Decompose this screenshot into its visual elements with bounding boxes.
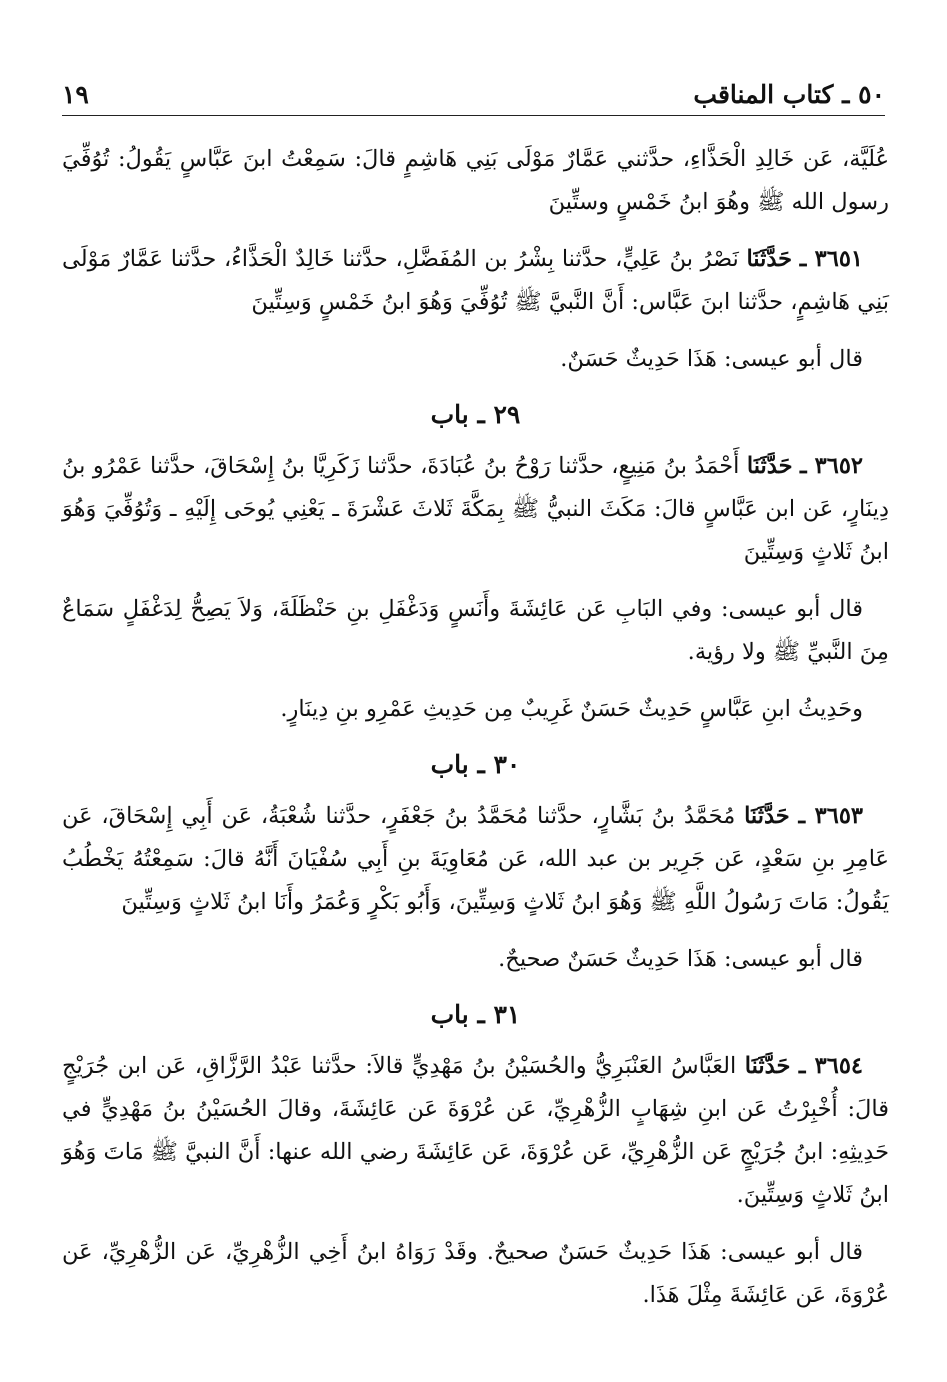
hadith-number: ٣٦٥٢ ـ bbox=[799, 453, 864, 479]
page-number: ١٩ bbox=[62, 80, 89, 109]
chapter-heading: ٣٠ ـ باب bbox=[430, 750, 521, 779]
hadith-paragraph bbox=[62, 795, 889, 924]
commentary-paragraph: وحَدِيثُ ابنِ عَبَّاسٍ حَدِيثٌ حَسَنٌ غَرِيبٌ مِن حَدِيثِ عَمْرِو بنِ دِينَارٍ. bbox=[280, 696, 863, 722]
commentary-paragraph: قال أبو عيسى: هَذَا حَدِيثٌ حَسَنٌ صحيحٌ. وقَدْ رَوَاهُ ابنُ أَخِي الزُّهْرِيِّ، عَن الزُّهْرِيِّ، عَن عُرْوَةَ، عَن عَائِشَةَ مِثْلَ هَذَا. bbox=[62, 1239, 889, 1308]
commentary-paragraph: قال أبو عيسى: هَذَا حَدِيثٌ حَسَنٌ صحيحٌ. bbox=[498, 946, 863, 972]
hadith-text: مُحَمَّدُ بنُ بَشَّارٍ، حدَّثنا مُحَمَّدُ بنُ جَعْفَرٍ، حدَّثنا شُعْبَةُ، عَن أَبِي إِسْحَاقَ، عَن عَامِرِ بنِ سَعْدٍ، عَن جَرِير بن عبد الله، عَن مُعَاوِيَةَ بنِ أَبِي سُفْيَانَ أَنَّهُ قالَ: سَمِعْتُهُ يَخْطُبُ يَقُولُ: مَاتَ رَسُولُ اللَّهِ ﷺ وَهُوَ ابنُ ثَلاثٍ وَسِتِّينَ، وَأَبُو بَكْرٍ وَعُمَرُ وأَنَا ابنُ ثَلاثٍ وَسِتِّينَ bbox=[62, 803, 889, 915]
hadith-opening-word: حَدَّثَنَا bbox=[744, 1053, 791, 1079]
hadith-number: ٣٦٥٤ ـ bbox=[798, 1053, 864, 1079]
hadith-paragraph bbox=[62, 1045, 889, 1217]
page-body bbox=[62, 138, 889, 1331]
commentary-paragraph: قال أبو عيسى: هَذَا حَدِيثٌ حَسَنٌ. bbox=[560, 346, 863, 372]
hadith-text: العَبَّاسُ العَنْبَرِيُّ والحُسَيْنُ بنُ مَهْدِيٍّ قالاَ: حدَّثنا عَبْدُ الرَّزَّاقِ، عَن ابن جُرَيْجٍ قالَ: أُخْبِرْتُ عَن ابنِ شِهَابٍ الزُّهْرِيِّ، عَن عُرْوَةَ عَن عَائِشَةَ، وقالَ الحُسَيْنُ بنُ مَهْدِيٍّ في حَدِيثِهِ: ابنُ جُرَيْجٍ عَن الزُّهْرِيِّ، عَن عُرْوَةَ، عَن عَائِشَةَ رضي الله عنها: أَنَّ النبيَّ ﷺ مَاتَ وَهُوَ ابنُ ثَلاثٍ وَسِتِّينَ. bbox=[62, 1053, 889, 1208]
running-title: ٥٠ ـ كتاب المناقب bbox=[693, 80, 885, 109]
hadith-opening-word: حَدَّثَنَا bbox=[746, 453, 793, 479]
commentary-paragraph: عُلَيَّة، عَن خَالِدِ الْحَذَّاءِ، حدَّثني عَمَّارٌ مَوْلَى بَنِي هَاشِمٍ قالَ: سَمِعْتُ ابنَ عَبَّاسٍ يَقُولُ: تُوُفِّيَ رسول الله ﷺ وهُوَ ابنُ خَمْسٍ وستِّينَ bbox=[62, 146, 889, 215]
commentary-paragraph: قال أبو عيسى: وفي البَابِ عَن عَائِشَةَ وأَنَسٍ وَدَغْفَلِ بنِ حَنْظَلَةَ، وَلاَ يَصِحُّ لِدَغْفَلٍ سَمَاعٌ مِنَ النَّبيِّ ﷺ ولا رؤية. bbox=[62, 596, 889, 665]
hadith-paragraph bbox=[62, 238, 889, 324]
chapter-heading: ٣١ ـ باب bbox=[430, 1000, 521, 1029]
hadith-opening-word: حَدَّثَنَا bbox=[744, 803, 790, 829]
page-header bbox=[62, 70, 885, 116]
hadith-opening-word: حَدَّثَنَا bbox=[746, 246, 793, 272]
chapter-heading: ٢٩ ـ باب bbox=[430, 400, 521, 429]
hadith-number: ٣٦٥٣ ـ bbox=[798, 803, 863, 829]
hadith-number: ٣٦٥١ ـ bbox=[799, 246, 863, 272]
hadith-text: نَصْرُ بنُ عَلِيٍّ، حدَّثنا بِشْرُ بن المُفَضَّلِ، حدَّثنا خَالِدٌ الْحَذَّاءُ، حدَّثنا عَمَّارٌ مَوْلَى بَنِي هَاشِمٍ، حدَّثنا ابنَ عَبَّاس: أَنَّ النَّبيَّ ﷺ تُوُفِّيَ وَهُوَ ابنُ خَمْسٍ وَسِتِّينَ bbox=[62, 246, 889, 315]
hadith-paragraph bbox=[62, 445, 889, 574]
hadith-text: أَحْمَدُ بنُ مَنِيعٍ، حدَّثنا رَوْحُ بنُ عُبَادَةَ، حدَّثنا زَكَرِيَّا بنُ إِسْحَاقَ، حدَّثنا عَمْرُو بنُ دِينَارٍ، عَن ابن عَبَّاسٍ قالَ: مَكَثَ النبيُّ ﷺ بِمَكَّةَ ثَلاثَ عَشْرَةَ ـ يَعْنِي يُوحَى إِلَيْهِ ـ وَتُوُفِّيَ وَهُوَ ابنُ ثَلاثٍ وَسِتِّينَ bbox=[62, 453, 889, 565]
